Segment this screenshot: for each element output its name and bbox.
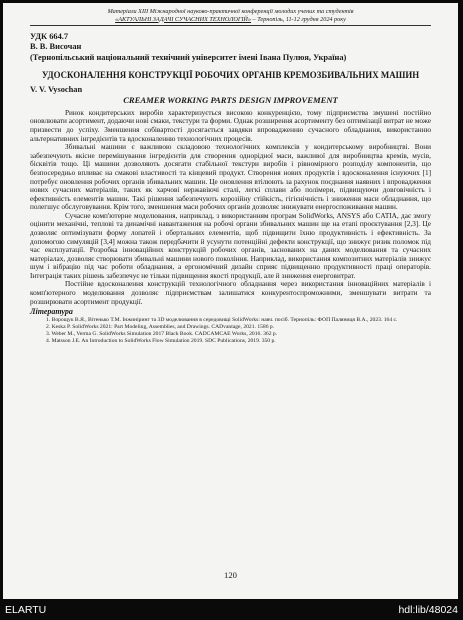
reference-list	[30, 317, 431, 345]
document-page	[3, 3, 458, 599]
udc-code: УДК 664.7	[30, 32, 69, 42]
conference-header-line1: Матеріали XIII Міжнародної науково-практичної конференції молодих учених та студентів	[107, 8, 354, 15]
conference-header-line2	[30, 16, 431, 24]
handle-id: hdl:lib/48024	[398, 604, 458, 616]
author-organization: (Тернопільський національний технічний університет імені Івана Пулюя, Україна)	[30, 52, 347, 62]
reference-item-1: 1. Ворощук В.Я., Вітенько Т.М. Інжиніринг та 3D моделювання в середовищі SolidWorks: навч. посіб. Тернопіль: ФОП Паляниця В.А., 2023. 164 с.	[46, 316, 398, 323]
reference-item-4: 4. Matsson J.E. An Introduction to SolidWorks Flow Simulation 2019. SDC Publications, 2019. 350 p.	[46, 337, 276, 344]
conference-title: «АКТУАЛЬНІ ЗАДАЧІ СУЧАСНИХ ТЕХНОЛОГІЙ»	[115, 15, 251, 23]
author-ua: В. В. Височан	[30, 42, 82, 52]
article-title-ua: УДОСКОНАЛЕННЯ КОНСТРУКЦІЇ РОБОЧИХ ОРГАНІВ КРЕМОЗБИВАЛЬНИХ МАШИН	[41, 69, 420, 80]
body-paragraph-4: Постійне вдосконалення конструкцій технологічного обладнання через використання інноваційних матеріалів і комп'ютерного моделювання дозволяє підприємствам залишатися конкурентоспроможними, зменшувати витрати та розширювати асортимент продукції.	[30, 280, 431, 306]
conference-place-date: – Тернопіль, 11-12 грудня 2024 року	[251, 15, 346, 23]
repository-footer	[0, 601, 463, 620]
body-paragraph-2: Збивальні машини є важливою складовою технологічних комплексів у кондитерському виробництві. Вони забезпечують якісне перемішування інгредієнтів для створення однорідної маси, важливої для виробництва кремів, мусів, бісквітів тощо. Ці машини дозволяють досягати стабільної текстури виробів і рівномірного розподілу компонентів, що безпосередньо впливає на смакові властивості та кінцевий продукт. Створення нових продуктів і вдосконалення існуючих [1] потребує оновлення робочих органів збивальних машин. Це оновлення втілюють за рахунок поєднання наявних і впровадження нових сучасних матеріалів, таких як харчові нержавіючі сталі, легкі сплави або полімери, підвищуючи довговічність і ефективність елементів машин. Такі рішення забезпечують корозійну стійкість, гігієнічність і зниження маси обладнання, що полегшує обслуговування. Крім того, зменшення маси робочих органів дозволяє знижувати енергоспоживання машин.	[30, 143, 431, 212]
body-paragraph-3: Сучасне комп'ютерне моделювання, наприклад, з використанням програм SolidWorks, ANSYS або CATIA, дає змогу оцінити механічні, теплові та динамічні навантаження на робочі органи збивальних машин ще на етапі проєктування [2,3]. Це дозволяє оптимізувати форму лопатей і обертальних елементів, щоб підвищити їхню продуктивність і ефективність. За допомогою симуляцій [3,4] можна також передбачити й усунути потенційні дефекти конструкції, що знижує ризик поломок під час експлуатації. Розробка інноваційних конструкцій робочих органів, заснованих на даних моделювання та сучасних матеріалах, дозволяє створювати збивальні машини нового покоління. Наприклад, використання композитних матеріалів знижує шум і вібрацію під час роботи обладнання, а ергономічний дизайн сприяє підвищенню продуктивності праці операторів. Інтеграція таких рішень забезпечує не тільки підвищення якості продукції, але й зниження енерговитрат.	[30, 211, 431, 280]
header-divider	[30, 25, 431, 26]
page-number: 120	[224, 570, 237, 580]
reference-item-3: 3. Weber M., Verma G. SolidWorks Simulation 2017 Black Book. CADCAMCAE Works, 2016. 362 p.	[46, 330, 278, 337]
article-title-en: CREAMER WORKING PARTS DESIGN IMPROVEMENT	[123, 95, 338, 106]
repository-name: ELARTU	[5, 604, 47, 616]
literature-heading: Література	[30, 307, 73, 317]
reference-item-2: 2. Keska P. SolidWorks 2021: Part Modeling, Assemblies, and Drawings. CADvantage, 2021. 1586 p.	[46, 323, 275, 330]
conference-header	[30, 8, 431, 23]
body-paragraph-1: Ринок кондитерських виробів характеризується високою конкуренцією, тому підприємства змушені постійно оновлювати асортимент, додаючи нові смаки, текстури та форми. Однак розширення асортименту без оптимізації витрат не може призвести до успіху. Зменшення собівартості досягається завдяки впровадженню сучасного обладнання, використанню альтернативних інгредієнтів та вдосконаленню технологічних процесів.	[30, 108, 431, 143]
author-en: V. V. Vysochan	[30, 85, 83, 95]
